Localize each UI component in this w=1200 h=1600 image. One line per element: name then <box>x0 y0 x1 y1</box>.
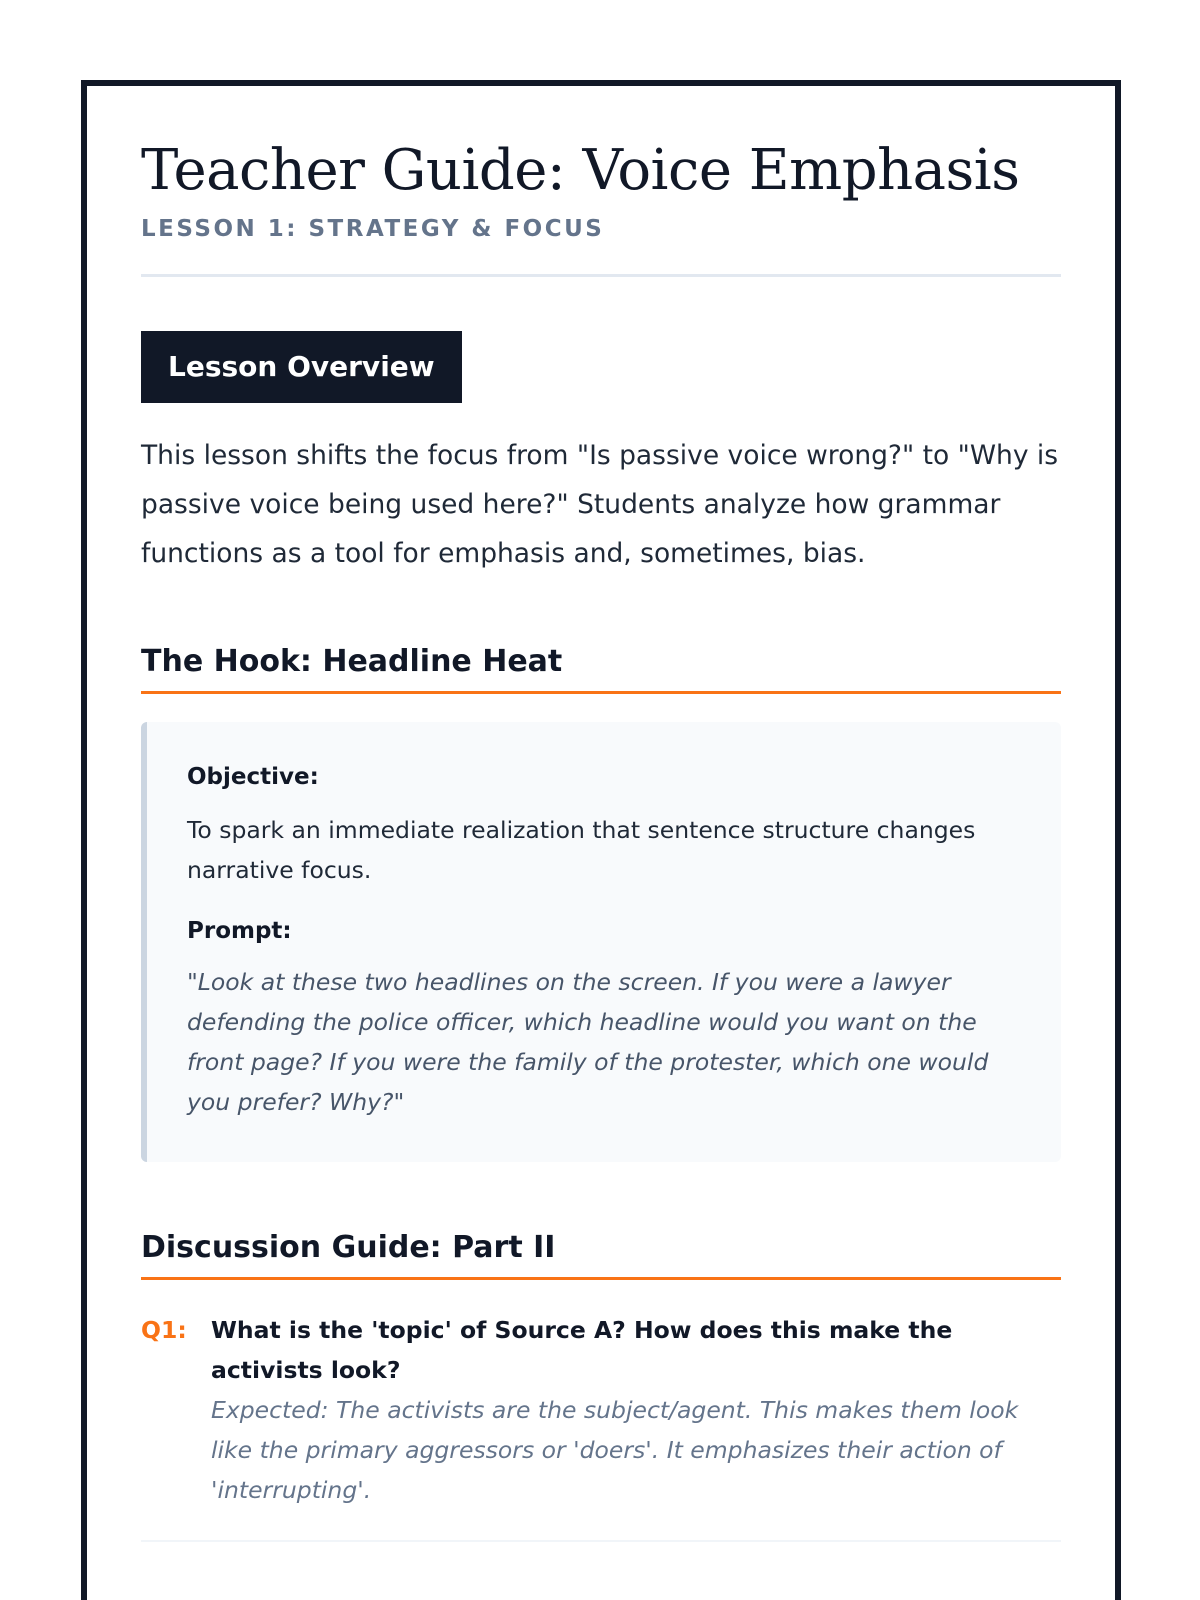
header-divider <box>141 274 1061 277</box>
hook-callout <box>141 722 1061 1162</box>
page-title: Teacher Guide: Voice Emphasis <box>141 138 1020 203</box>
discussion-heading: Discussion Guide: Part II <box>141 1230 1061 1280</box>
question-body <box>211 1310 1061 1510</box>
prompt-text: "Look at these two headlines on the screen. If you were a lawyer defending the police officer, which headline would you want on the front page? If you were the family of the protester, which one would you prefer? Why?" <box>187 967 989 1116</box>
question-number: Q1: <box>141 1315 187 1344</box>
prompt-label: Prompt: <box>187 917 292 944</box>
discussion-question <box>141 1310 1061 1542</box>
expected-answer: Expected: The activists are the subject/agent. This makes them look like the primary aggressors or 'doers'. It emphasizes their action of 'interrupting'. <box>211 1395 1019 1504</box>
page-subtitle: LESSON 1: STRATEGY & FOCUS <box>141 215 605 242</box>
question-text: What is the 'topic' of Source A? How does this make the activists look? <box>211 1315 953 1384</box>
lesson-overview-text: This lesson shifts the focus from "Is passive voice wrong?" to "Why is passive voice being used here?" Students analyze how grammar functions as a tool for emphasis and, sometimes, bias. <box>141 439 1059 569</box>
teacher-guide-card <box>81 80 1121 1600</box>
objective-text: To spark an immediate realization that sentence structure changes narrative focus. <box>187 815 976 884</box>
hook-heading: The Hook: Headline Heat <box>141 644 1061 694</box>
lesson-overview-badge: Lesson Overview <box>141 331 462 403</box>
objective-label: Objective: <box>187 763 319 790</box>
